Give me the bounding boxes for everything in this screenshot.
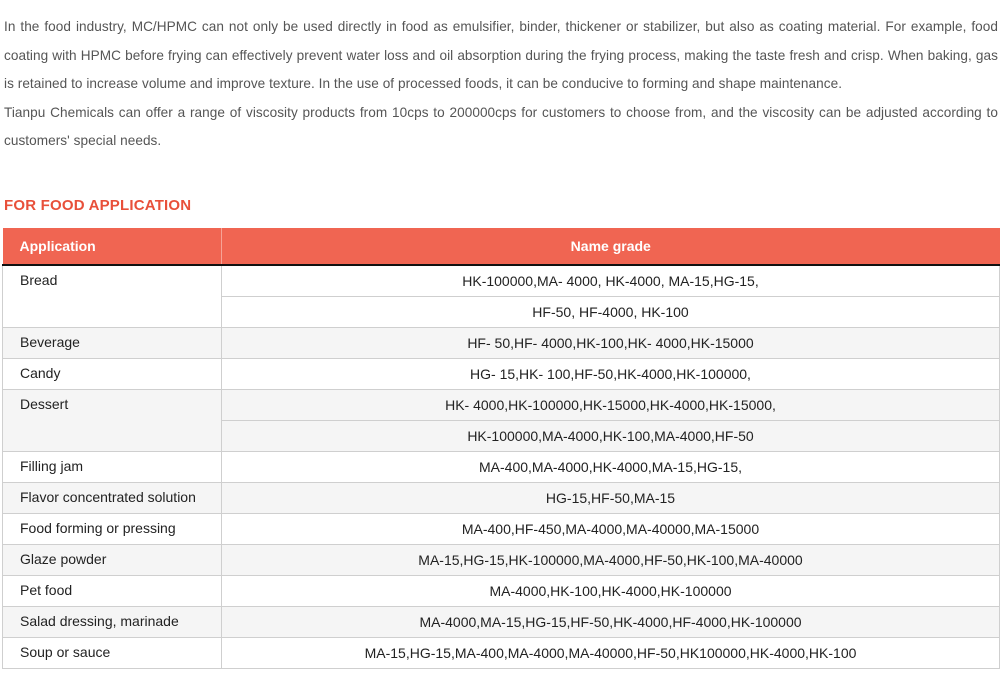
table-header-row — [3, 228, 1000, 265]
table-row — [3, 389, 1000, 420]
application-cell: Candy — [3, 358, 222, 389]
intro-paragraph-2: Tianpu Chemicals can offer a range of viscosity products from 10cps to 200000cps for customers to choose from, and the viscosity can be adjusted according to customers' special needs. — [4, 104, 998, 149]
name-grade-cell: HK- 4000,HK-100000,HK-15000,HK-4000,HK-15000, — [222, 389, 1000, 420]
table-row — [3, 575, 1000, 606]
application-cell: Flavor concentrated solution — [3, 482, 222, 513]
table-row — [3, 482, 1000, 513]
name-grade-cell: HF-50, HF-4000, HK-100 — [222, 296, 1000, 327]
application-cell: Food forming or pressing — [3, 513, 222, 544]
table-body — [3, 265, 1000, 668]
application-cell: Dessert — [3, 389, 222, 451]
table-row — [3, 451, 1000, 482]
name-grade-cell: HK-100000,MA-4000,HK-100,MA-4000,HF-50 — [222, 420, 1000, 451]
table-row — [3, 358, 1000, 389]
application-cell: Glaze powder — [3, 544, 222, 575]
table-row — [3, 637, 1000, 668]
food-application-table — [2, 228, 1000, 669]
application-cell: Salad dressing, marinade — [3, 606, 222, 637]
table-row — [3, 606, 1000, 637]
application-cell: Filling jam — [3, 451, 222, 482]
table-row — [3, 265, 1000, 296]
name-grade-cell: MA-400,HF-450,MA-4000,MA-40000,MA-15000 — [222, 513, 1000, 544]
application-cell: Soup or sauce — [3, 637, 222, 668]
application-cell: Bread — [3, 265, 222, 327]
name-grade-cell: MA-15,HG-15,HK-100000,MA-4000,HF-50,HK-100,MA-40000 — [222, 544, 1000, 575]
name-grade-cell: HK-100000,MA- 4000, HK-4000, MA-15,HG-15, — [222, 265, 1000, 296]
intro-paragraph-1: In the food industry, MC/HPMC can not only be used directly in food as emulsifier, binder, thickener or stabilizer, but also as coating material. For example, food coating with HPMC before frying can effectively prevent water loss and oil absorption during the frying process, making the taste fresh and crisp. When baking, gas is retained to increase volume and improve texture. In the use of processed foods, it can be conducive to forming and shape maintenance. — [4, 19, 998, 92]
application-cell: Pet food — [3, 575, 222, 606]
name-grade-cell: MA-4000,MA-15,HG-15,HF-50,HK-4000,HF-4000,HK-100000 — [222, 606, 1000, 637]
name-grade-cell: MA-4000,HK-100,HK-4000,HK-100000 — [222, 575, 1000, 606]
name-grade-cell: HG-15,HF-50,MA-15 — [222, 482, 1000, 513]
table-row — [3, 544, 1000, 575]
table-row — [3, 513, 1000, 544]
header-application: Application — [3, 228, 222, 265]
name-grade-cell: HF- 50,HF- 4000,HK-100,HK- 4000,HK-15000 — [222, 327, 1000, 358]
table-row — [3, 327, 1000, 358]
header-name-grade: Name grade — [222, 228, 1000, 265]
section-title: FOR FOOD APPLICATION — [4, 197, 192, 214]
name-grade-cell: MA-15,HG-15,MA-400,MA-4000,MA-40000,HF-50,HK100000,HK-4000,HK-100 — [222, 637, 1000, 668]
name-grade-cell: HG- 15,HK- 100,HF-50,HK-4000,HK-100000, — [222, 358, 1000, 389]
application-cell: Beverage — [3, 327, 222, 358]
name-grade-cell: MA-400,MA-4000,HK-4000,MA-15,HG-15, — [222, 451, 1000, 482]
intro-text — [4, 13, 998, 156]
